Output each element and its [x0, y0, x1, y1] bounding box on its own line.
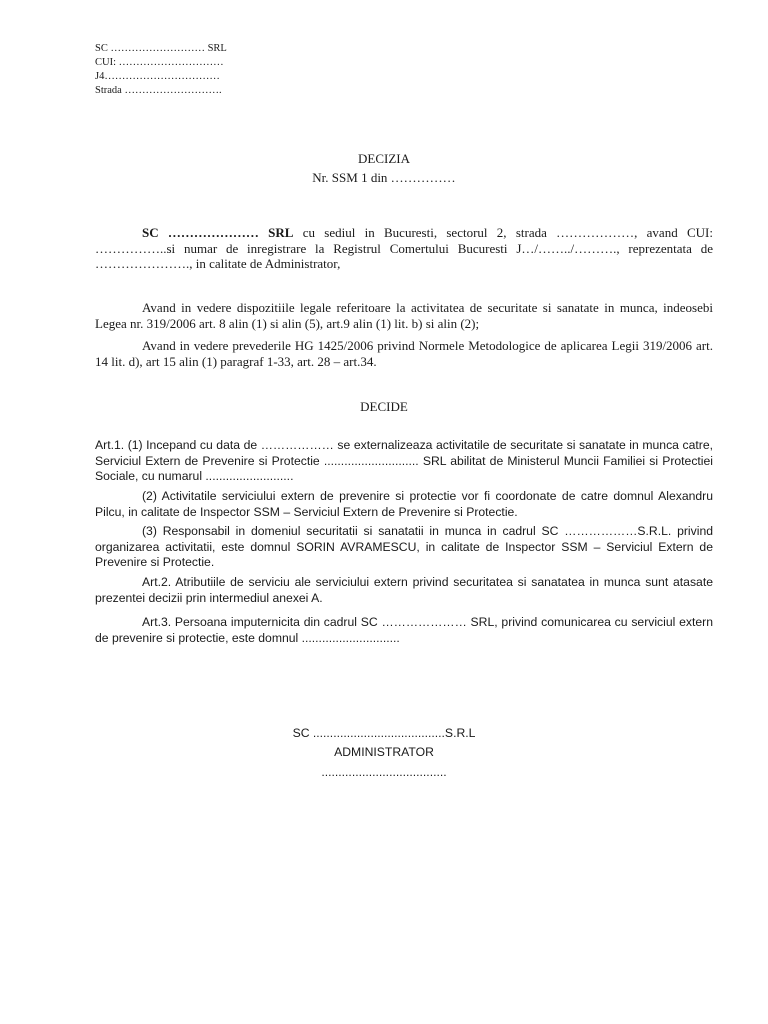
- article-1-paragraph-2: (2) Activitatile serviciului extern de prevenire si protectie vor fi coordonate de catre domnul Alexandru Pilcu, in calitate de Inspector SSM – Serviciul Extern de Prevenire si Protectie.: [95, 489, 713, 519]
- header-registry-line: J4……………………………: [95, 71, 220, 82]
- article-1-paragraph-1: Art.1. (1) Incepand cu data de ……………… se externalizeaza activitatile de securitate si sanatate in munca catre, Serviciul Extern de Prevenire si Protectie ............................ SRL abilitat de Ministerul Muncii Familiei si Protectiei Sociale, cu numarul ..........................: [95, 438, 713, 483]
- document-number: Nr. SSM 1 din ……………: [312, 170, 456, 185]
- decide-heading: DECIDE: [360, 399, 408, 414]
- header-company-line: SC ……………………… SRL: [95, 43, 227, 54]
- article-1-paragraph-3: (3) Responsabil in domeniul securitatii si sanatatii in munca in cadrul SC ………………S.R.L. privind organizarea activitatii, este domnul SORIN AVRAMESCU, in calitate de Inspector SSM – Serviciul Extern de Prevenire si Protectie.: [95, 524, 713, 569]
- intro-paragraph: [95, 225, 713, 272]
- intro-company: SC ………………… SRL: [142, 225, 294, 240]
- company-header: [95, 42, 227, 98]
- considering-hg-paragraph: Avand in vedere prevederile HG 1425/2006 privind Normele Metodologice de aplicarea Legii 319/2006 art. 14 lit. d), art 15 alin (1) paragraf 1-33, art. 28 – art.34.: [95, 338, 713, 369]
- header-cui-line: CUI: …………………………: [95, 57, 224, 68]
- article-3-paragraph: Art.3. Persoana imputernicita din cadrul SC ………………… SRL, privind comunicarea cu serviciul extern de prevenire si protectie, este domnul .............................: [95, 615, 713, 645]
- signature-line: .....................................: [321, 765, 447, 779]
- document-title: DECIZIA: [358, 151, 410, 166]
- intro-text: cu sediul in Bucuresti, sectorul 2, strada ………………, avand CUI: ……………..si numar de inregistrare la Registrul Comertului Bucuresti J…/……../………., reprezentata de …………………., in calitate de Administrator,: [95, 225, 713, 271]
- signature-company: SC .......................................S.R.L: [292, 726, 476, 740]
- header-street-line: Strada ……………………….: [95, 85, 222, 96]
- signature-role: ADMINISTRATOR: [334, 745, 434, 759]
- article-2-paragraph: Art.2. Atributiile de serviciu ale serviciului extern privind securitatea si sanatatea in munca sunt atasate prezentei decizii prin intermediul anexei A.: [95, 575, 713, 605]
- considering-law-paragraph: Avand in vedere dispozitiile legale referitoare la activitatea de securitate si sanatate in munca, indeosebi Legea nr. 319/2006 art. 8 alin (1) si alin (5), art.9 alin (1) lit. b) si alin (2);: [95, 300, 713, 331]
